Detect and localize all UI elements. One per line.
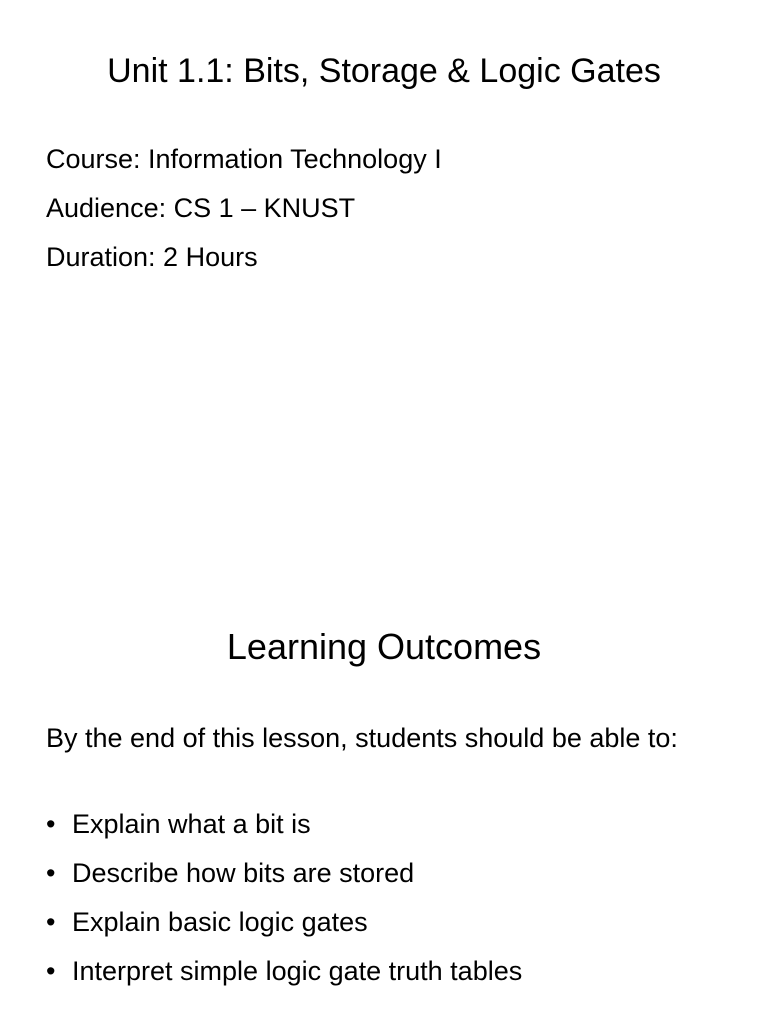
slide-title: Unit 1.1: Bits, Storage & Logic Gates (107, 52, 661, 90)
outcome-item (46, 954, 522, 1003)
outcome-text: Explain basic logic gates (72, 907, 368, 937)
slide-title: Learning Outcomes (226, 626, 542, 667)
outcome-item (46, 905, 522, 954)
outcome-text: Interpret simple logic gate truth tables (72, 956, 523, 986)
outcome-text: Describe how bits are stored (72, 858, 415, 888)
bullet-icon: • (46, 809, 56, 839)
audience-line: Audience: CS 1 – KNUST (46, 193, 356, 223)
bullet-icon: • (46, 956, 56, 986)
bullet-icon: • (46, 907, 56, 937)
outcome-item (46, 807, 522, 856)
outcomes-list (46, 807, 522, 1003)
bullet-icon: • (46, 858, 56, 888)
outcome-text: Explain what a bit is (72, 809, 311, 839)
outcomes-intro: By the end of this lesson, students should be able to: (46, 723, 678, 753)
course-line: Course: Information Technology I (46, 144, 442, 174)
outcome-item (46, 856, 522, 905)
learning-outcomes-slide (0, 512, 768, 1024)
duration-line: Duration: 2 Hours (46, 242, 258, 272)
